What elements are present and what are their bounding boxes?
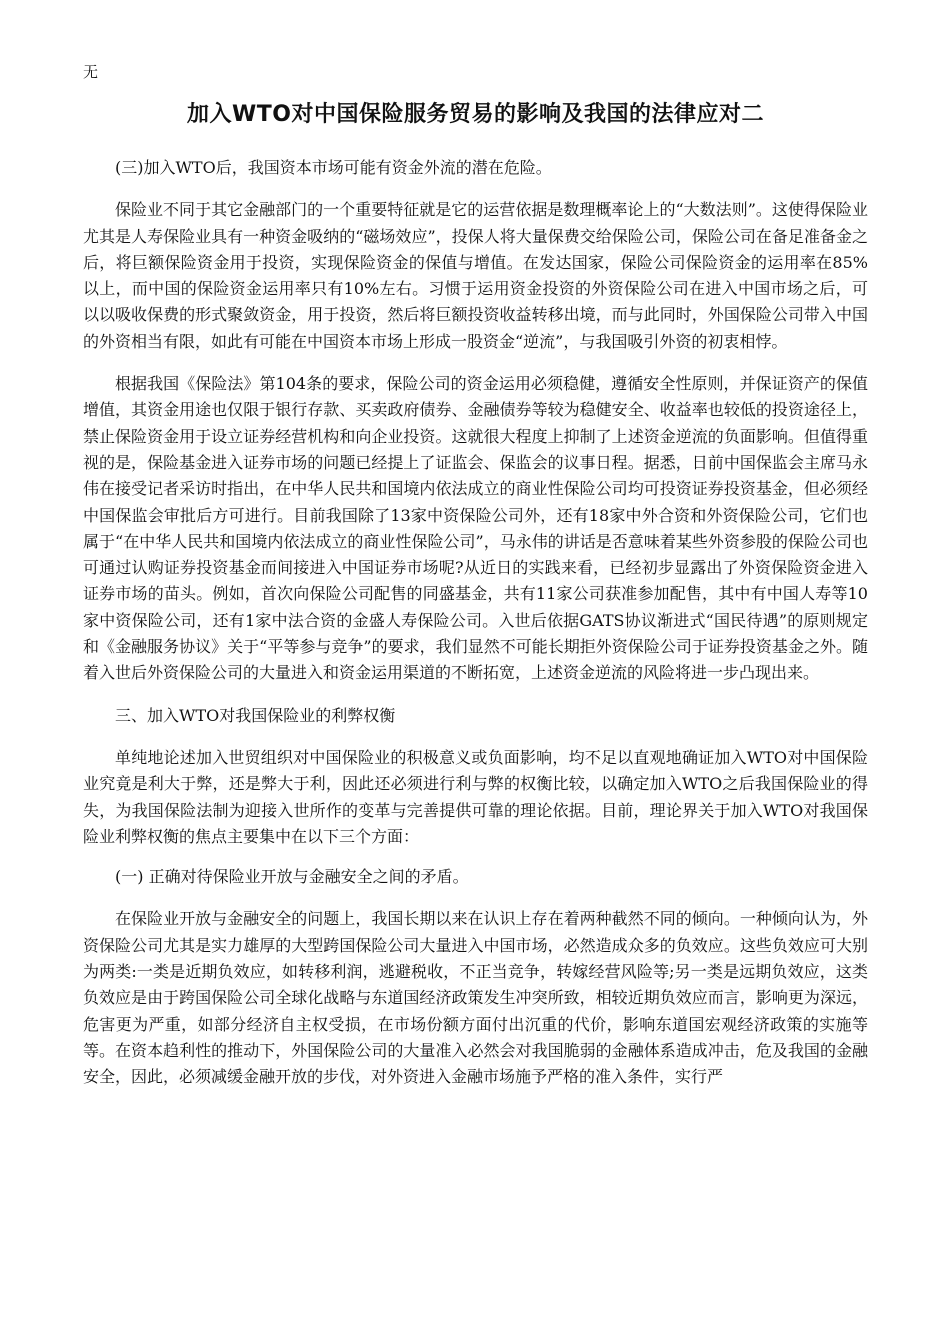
body-paragraph: 根据我国《保险法》第104条的要求，保险公司的资金运用必须稳健，遵循安全性原则，并保证资产的保值增值，其资金用途也仅限于银行存款、买卖政府债券、金融债券等较为稳健安全、收益率也较低的投资途径上，禁止保险资金用于设立证券经营机构和向企业投资。这就很大程度上抑制了上述资金逆流的负面影响。但值得重视的是，保险基金进入证券市场的问题已经提上了证监会、保监会的议事日程。据悉，日前中国保监会主席马永伟在接受记者采访时指出，在中华人民共和国境内依法成立的商业性保险公司均可投资证券投资基金，但必须经中国保监会审批后方可进行。目前我国除了13家中资保险公司外，还有18家中外合资和外资保险公司，它们也属于“在中华人民共和国境内依法成立的商业性保险公司”，马永伟的讲话是否意味着某些外资参股的保险公司也可通过认购证券投资基金而间接进入中国证券市场呢?从近日的实践来看，已经初步显露出了外资保险资金进入证券市场的苗头。例如，首次向保险公司配售的同盛基金，共有11家公司获准参加配售，其中有中国人寿等10家中资保险公司，还有1家中法合资的金盛人寿保险公司。入世后依据GATS协议渐进式“国民待遇”的原则规定和《金融服务协议》关于“平等参与竞争”的要求，我们显然不可能长期拒外资保险公司于证券投资基金之外。随着入世后外资保险公司的大量进入和资金运用渠道的不断拓宽，上述资金逆流的风险将进一步凸现出来。 bbox=[83, 374, 868, 683]
header-mark: 无 bbox=[83, 63, 99, 81]
section-subheading: (一) 正确对待保险业开放与金融安全之间的矛盾。 bbox=[115, 867, 469, 887]
body-paragraph: 保险业不同于其它金融部门的一个重要特征就是它的运营依据是数理概率论上的“大数法则”。这使得保险业尤其是人寿保险业具有一种资金吸纳的“磁场效应”，投保人将大量保费交给保险公司，保险公司在备足准备金之后，将巨额保险资金用于投资，实现保险资金的保值与增值。在发达国家，保险公司保险资金的运用率在85%以上，而中国的保险资金运用率只有10%左右。习惯于运用资金投资的外资保险公司在进入中国市场之后，可以以吸收保费的形式聚敛资金，用于投资，然后将巨额投资收益转移出境，而与此同时，外国保险公司带入中国的外资相当有限，如此有可能在中国资本市场上形成一股资金“逆流”，与我国吸引外资的初衷相悖。 bbox=[83, 200, 868, 351]
body-paragraph: 在保险业开放与金融安全的问题上，我国长期以来在认识上存在着两种截然不同的倾向。一种倾向认为，外资保险公司尤其是实力雄厚的大型跨国保险公司大量进入中国市场，必然造成众多的负效应。这些负效应可大别为两类:一类是近期负效应，如转移利润，逃避税收，不正当竞争，转嫁经营风险等;另一类是远期负效应，这类负效应是由于跨国保险公司全球化战略与东道国经济政策发生冲突所致，相较近期负效应而言，影响更为深远，危害更为严重，如部分经济自主权受损，在市场份额方面付出沉重的代价，影响东道国宏观经济政策的实施等等。在资本趋利性的推动下，外国保险公司的大量准入必然会对我国脆弱的金融体系造成冲击，危及我国的金融安全，因此，必须减缓金融开放的步伐，对外资进入金融市场施予严格的准入条件，实行严 bbox=[83, 909, 868, 1087]
body-paragraph: 单纯地论述加入世贸组织对中国保险业的积极意义或负面影响，均不足以直观地确证加入WTO对中国保险业究竟是利大于弊，还是弊大于利，因此还必须进行利与弊的权衡比较，以确定加入WTO之后我国保险业的得失，为我国保险法制为迎接入世所作的变革与完善提供可靠的理论依据。目前，理论界关于加入WTO对我国保险业利弊权衡的焦点主要集中在以下三个方面： bbox=[83, 747, 868, 846]
section-subheading: (三)加入WTO后，我国资本市场可能有资金外流的潜在危险。 bbox=[115, 158, 552, 177]
document-page bbox=[83, 62, 868, 1091]
document-title: 加入WTO对中国保险服务贸易的影响及我国的法律应对二 bbox=[187, 102, 764, 127]
section-heading: 三、加入WTO对我国保险业的利弊权衡 bbox=[115, 705, 396, 725]
